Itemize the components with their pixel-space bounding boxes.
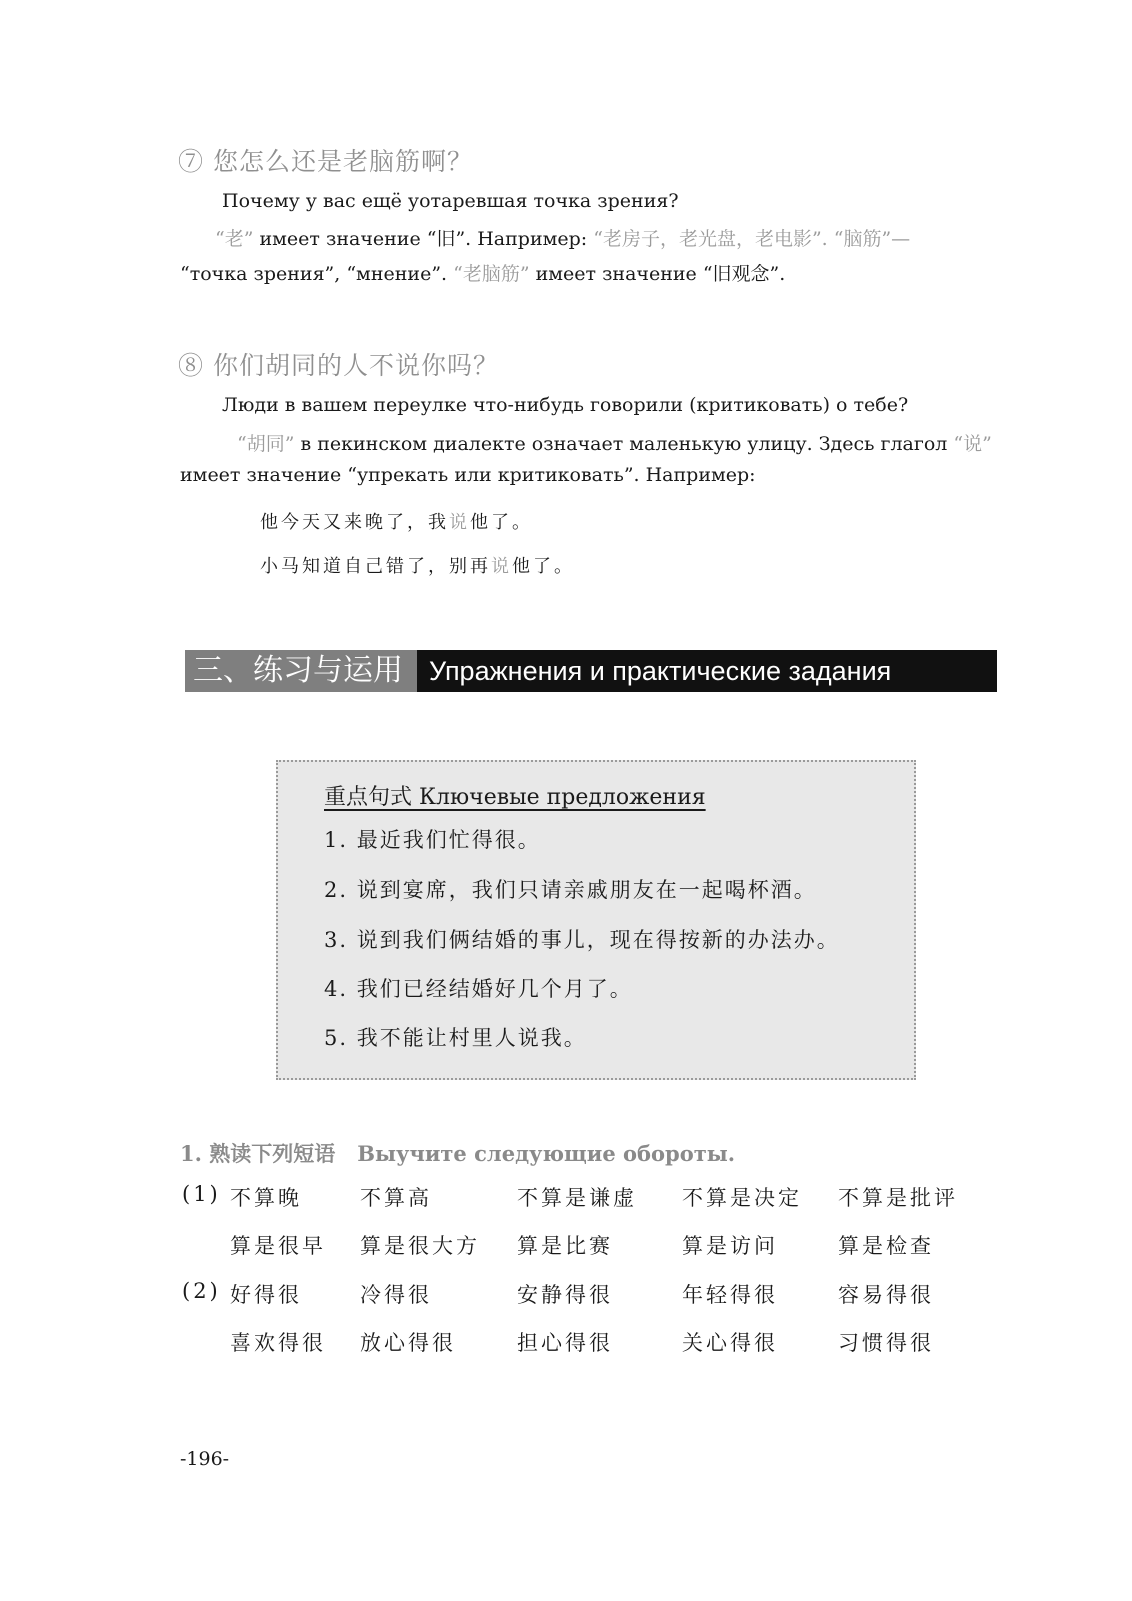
phrase: 算是很早 xyxy=(230,1234,326,1258)
phrase: 不算高 xyxy=(360,1186,432,1210)
phrase: 不算是批评 xyxy=(838,1186,958,1210)
example-text: 他了。 xyxy=(470,512,533,533)
example-sentence-1 xyxy=(260,508,533,534)
group-label: (1) xyxy=(182,1182,221,1206)
note-7-heading: ⑦ 您怎么还是老脑筋啊？ xyxy=(178,147,473,176)
key-sentences-box xyxy=(276,760,916,1080)
phrase: 安静得很 xyxy=(517,1283,613,1307)
quoted-chinese: “老房子，老光盘，老电影”. “脑筋”— xyxy=(593,228,911,250)
phrase: 不算晚 xyxy=(230,1186,302,1210)
phrase: 关心得很 xyxy=(682,1331,778,1355)
group-label: (2) xyxy=(182,1279,221,1303)
note-8-heading: ⑧ 你们胡同的人不说你吗？ xyxy=(178,351,499,380)
key-sentence-3: 3. 说到我们俩结婚的事儿，现在得按新的办法办。 xyxy=(324,928,840,952)
page-number: -196- xyxy=(180,1448,230,1470)
key-sentence-2: 2. 说到宴席，我们只请亲戚朋友在一起喝杯酒。 xyxy=(324,878,817,902)
phrase: 担心得很 xyxy=(517,1331,613,1355)
section-title-chinese: 三、练习与运用 xyxy=(185,650,417,692)
phrase: 算是比赛 xyxy=(517,1234,613,1258)
explanation-text: имеет значение “旧”. Например: xyxy=(253,228,594,250)
note-7-explanation-line-1 xyxy=(215,224,910,251)
highlighted-word: 说 xyxy=(449,512,470,533)
example-text: 小马知道自己错了，别再 xyxy=(260,556,491,577)
section-title-russian: Упражнения и практические задания xyxy=(417,650,997,692)
example-text: 他今天又来晚了，我 xyxy=(260,512,449,533)
quoted-chinese: “胡同” xyxy=(237,433,295,455)
exercise-1-heading-chinese: 1. 熟读下列短语 xyxy=(180,1141,336,1166)
phrase: 冷得很 xyxy=(360,1283,432,1307)
phrase: 不算是谦虚 xyxy=(517,1186,637,1210)
explanation-text: в пекинском диалекте означает маленькую улицу. Здесь глагол xyxy=(294,433,954,455)
key-sentence-5: 5. 我不能让村里人说我。 xyxy=(324,1026,587,1050)
note-7-translation: Почему у вас ещё уотаревшая точка зрения? xyxy=(222,190,679,212)
key-sentence-4: 4. 我们已经结婚好几个月了。 xyxy=(324,977,633,1001)
note-8-explanation-line-2: имеет значение “упрекать или критиковать”. Например: xyxy=(180,464,756,486)
phrase: 容易得很 xyxy=(838,1283,934,1307)
quoted-chinese: “老” xyxy=(215,228,254,250)
example-text: 他了。 xyxy=(512,556,575,577)
section-header-bar xyxy=(185,650,997,692)
phrase: 算是访问 xyxy=(682,1234,778,1258)
phrase: 好得很 xyxy=(230,1283,302,1307)
note-8-explanation-line-1 xyxy=(237,429,992,456)
highlighted-word: 说 xyxy=(491,556,512,577)
exercise-1-heading xyxy=(180,1138,735,1168)
phrase: 不算是决定 xyxy=(682,1186,802,1210)
phrase: 年轻得很 xyxy=(682,1283,778,1307)
quoted-chinese: “老脑筋” xyxy=(453,263,530,285)
note-8-translation: Люди в вашем переулке что-нибудь говорили (критиковать) о тебе? xyxy=(222,394,909,416)
key-sentences-title: 重点句式 Ключевые предложения xyxy=(324,785,706,810)
quoted-chinese: “说” xyxy=(953,433,992,455)
note-7-explanation-line-2 xyxy=(180,259,785,286)
phrase: 算是检查 xyxy=(838,1234,934,1258)
key-sentence-1: 1. 最近我们忙得很。 xyxy=(324,828,541,852)
explanation-text: имеет значение “旧观念”. xyxy=(529,263,786,285)
explanation-text: “точка зрения”, “мнение”. xyxy=(180,263,454,285)
phrase: 放心得很 xyxy=(360,1331,456,1355)
phrase: 习惯得很 xyxy=(838,1331,934,1355)
example-sentence-2 xyxy=(260,552,575,578)
phrase: 算是很大方 xyxy=(360,1234,480,1258)
phrase: 喜欢得很 xyxy=(230,1331,326,1355)
exercise-1-heading-russian: Выучите следующие обороты. xyxy=(357,1141,736,1166)
